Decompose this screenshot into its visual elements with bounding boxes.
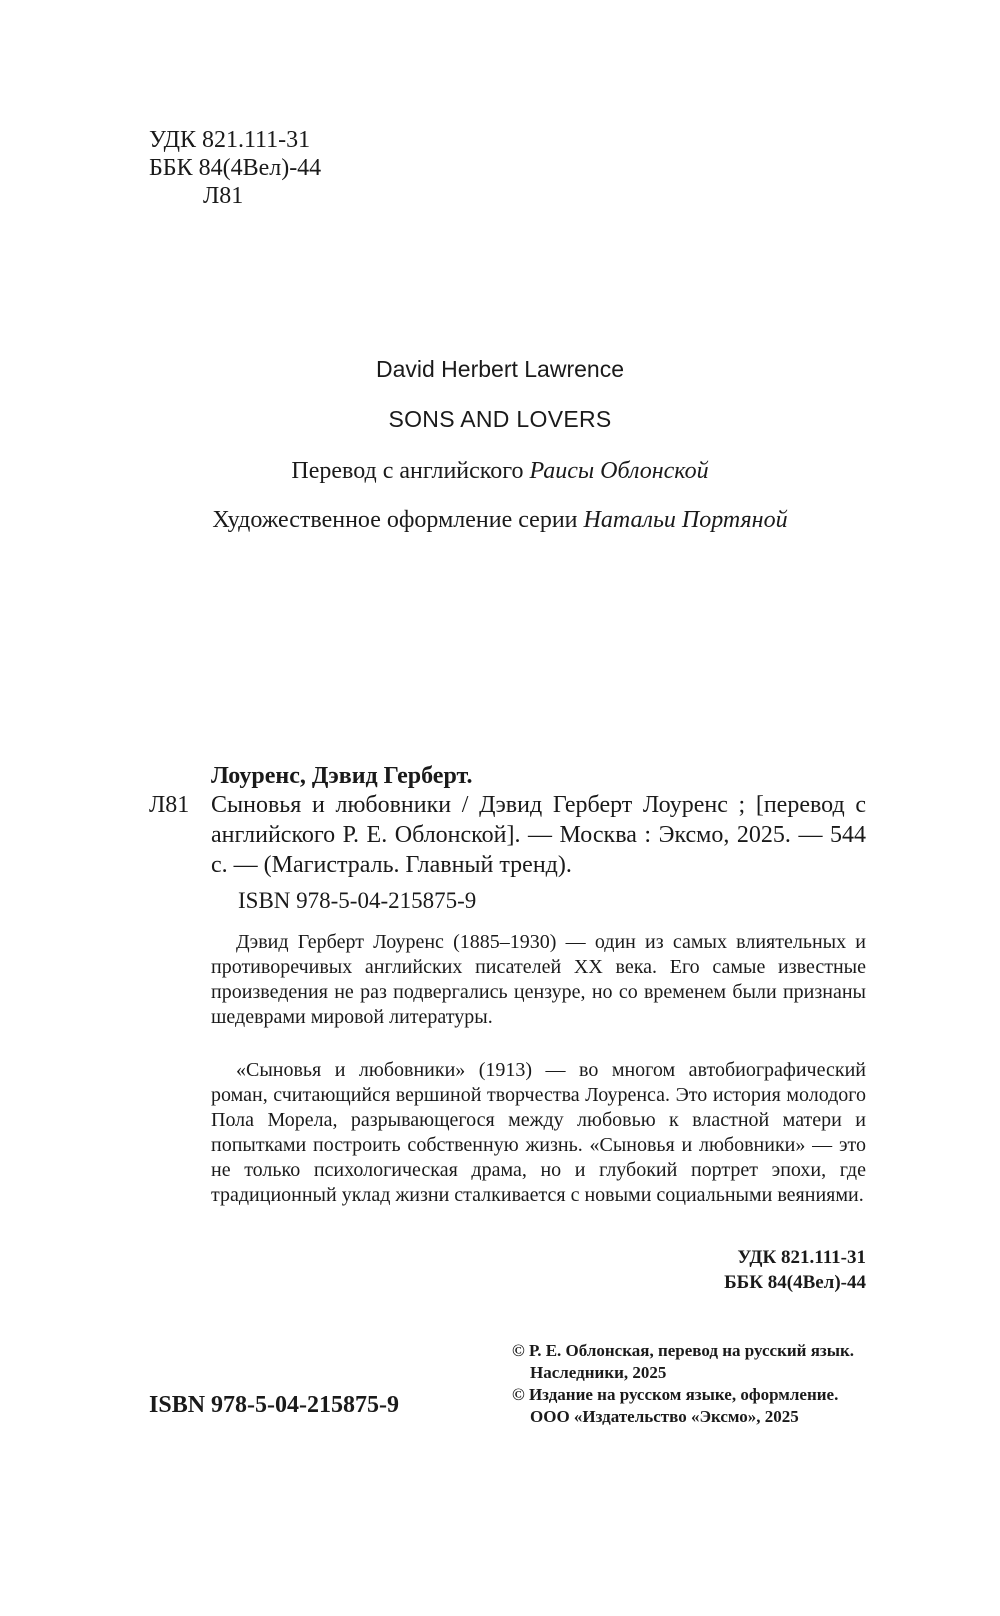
library-isbn: ISBN 978-5-04-215875-9 — [238, 888, 477, 913]
classification-codes-top — [149, 126, 321, 210]
library-author-sign: Л81 — [149, 792, 190, 818]
original-author: David Herbert Lawrence — [375, 356, 624, 382]
original-title: SONS AND LOVERS — [388, 406, 612, 432]
bbk-code: ББК 84(4Вел)-44 — [149, 155, 322, 181]
udk-code: УДК 821.111-31 — [149, 127, 311, 153]
translation-label: Перевод с английского — [291, 458, 524, 484]
classification-codes-bottom — [724, 1245, 866, 1295]
design-credit — [0, 507, 1000, 534]
author-sign: Л81 — [203, 183, 244, 209]
translator-name: Раисы Облонской — [529, 458, 709, 484]
translation-credit — [0, 458, 1000, 485]
copyright-edition: © Издание на русском языке, оформление. ООО «Издательство «Эксмо», 2025 — [512, 1385, 839, 1426]
designer-name: Натальи Портяной — [583, 507, 788, 533]
library-author-heading: Лоуренс, Дэвид Герберт. — [211, 763, 473, 789]
library-description: Сыновья и любовники / Дэвид Герберт Лоуренс ; [перевод с английского Р. Е. Облонской]. — Москва : Эксмо, 2025. — 544 с. — (Магистраль. Главный тренд). — [211, 792, 866, 878]
isbn-bottom: ISBN 978-5-04-215875-9 — [149, 1392, 399, 1418]
annotation-author — [211, 930, 866, 1030]
annotation-paragraph: Дэвид Герберт Лоуренс (1885–1930) — один из самых влиятельных и противоречивых английских писателей XX века. Его самые известные произведения не раз подвергались цензуре, но со временем были признаны шедеврами мировой литературы. — [211, 931, 866, 1028]
copyright-translation: © Р. Е. Облонская, перевод на русский язык. Наследники, 2025 — [512, 1341, 855, 1382]
udk-code: УДК 821.111-31 — [737, 1247, 866, 1268]
annotation-paragraph: «Сыновья и любовники» (1913) — во многом автобиографический роман, считающийся вершиной творчества Лоуренса. Это история молодого Пола Морела, разрывающегося между любовью к властной матери и попытками построить собственную жизнь. «Сыновья и любовники» — это не только психологическая драма, но и глубокий портрет эпохи, где традиционный уклад жизни сталкивается с новыми социальными веяниями. — [211, 1059, 866, 1206]
bbk-code: ББК 84(4Вел)-44 — [724, 1272, 866, 1293]
design-label: Художественное оформление серии — [212, 507, 578, 533]
copyright-block — [512, 1340, 882, 1428]
annotation-book — [211, 1058, 866, 1208]
